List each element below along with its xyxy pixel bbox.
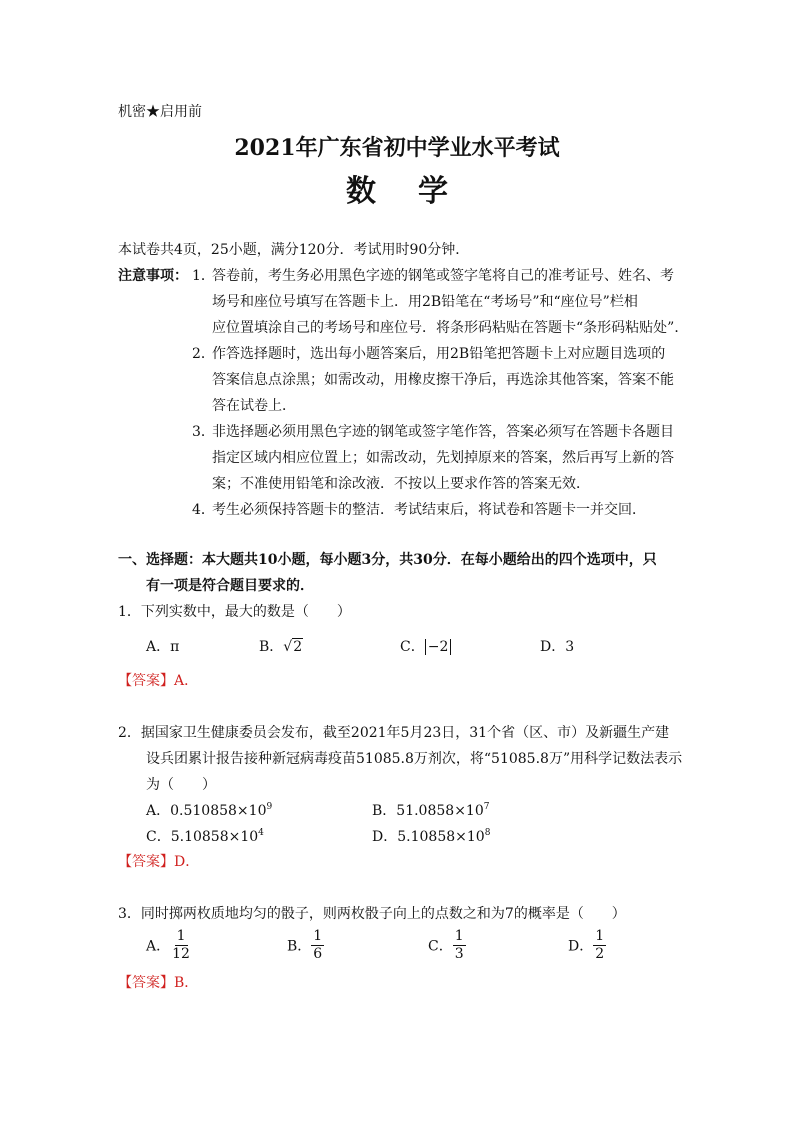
section-1-heading: 一、选择题：本大题共10小题，每小题3分，共30分．在每小题给出的四个选项中，只 bbox=[118, 552, 657, 568]
option-label: D． bbox=[540, 639, 566, 655]
q2-option-d bbox=[372, 826, 490, 846]
section-1-heading-cont: 有一项是符合题目要求的． bbox=[146, 578, 314, 594]
q1-option-c bbox=[400, 636, 451, 656]
note-3-line-2: 指定区域内相应位置上；如需改动，先划掉原来的答案，然后再写上新的答 bbox=[212, 450, 674, 466]
q3-option-b bbox=[287, 928, 324, 963]
denominator: 2 bbox=[595, 946, 605, 962]
answer-value: B． bbox=[174, 975, 199, 991]
option-value: 3 bbox=[565, 639, 575, 655]
option-label: D． bbox=[372, 829, 398, 845]
q2-stem-line-2: 设兵团累计报告接种新冠病毒疫苗51085.8万剂次，将“51085.8万”用科学记数法表示 bbox=[146, 751, 683, 767]
option-label: C． bbox=[400, 639, 425, 655]
exam-subject: 数学 bbox=[346, 174, 490, 209]
option-base: 5.10858×10 bbox=[170, 829, 259, 845]
note-2-num: 2． bbox=[192, 346, 215, 362]
radicand: 2 bbox=[293, 639, 303, 655]
option-label: B． bbox=[287, 938, 312, 955]
q2-option-a bbox=[146, 800, 272, 820]
q1-option-d bbox=[540, 636, 574, 656]
option-base: 5.10858×10 bbox=[397, 829, 485, 845]
numerator: 1 bbox=[595, 928, 605, 944]
notes-label: 注意事项： bbox=[118, 268, 188, 284]
note-1-line-3: 应位置填涂自己的考场号和座位号．将条形码粘贴在答题卡“条形码粘贴处”． bbox=[212, 320, 689, 336]
numerator: 1 bbox=[313, 928, 323, 944]
q1-option-a bbox=[146, 636, 179, 656]
q2-option-c bbox=[146, 826, 264, 846]
exam-title: 2021年广东省初中学业水平考试 bbox=[234, 135, 560, 161]
option-base: 51.0858×10 bbox=[396, 803, 484, 819]
option-exponent: 8 bbox=[484, 828, 491, 838]
option-base: 0.510858×10 bbox=[170, 803, 267, 819]
note-2-line-1: 作答选择题时，选出每小题答案后，用2B铅笔把答题卡上对应题目选项的 bbox=[212, 346, 666, 362]
answer-tag: 【答案】 bbox=[118, 975, 174, 991]
q2-answer bbox=[118, 851, 199, 871]
option-exponent: 9 bbox=[266, 802, 273, 812]
answer-value: D． bbox=[174, 854, 200, 870]
answer-value: A． bbox=[174, 673, 199, 689]
q2-option-b bbox=[372, 800, 489, 820]
note-2-line-2: 答案信息点涂黑；如需改动，用橡皮擦干净后，再选涂其他答案，答案不能 bbox=[212, 372, 674, 388]
fraction bbox=[311, 928, 324, 963]
note-3-line-1: 非选择题必须用黑色字迹的钢笔或签字笔作答，答案必须写在答题卡各题目 bbox=[212, 424, 674, 440]
fraction bbox=[453, 928, 466, 963]
absolute-value: −2 bbox=[425, 639, 452, 655]
note-1-line-1: 答卷前，考生务必用黑色字迹的钢笔或签字笔将自己的准考证号、姓名、考 bbox=[212, 268, 674, 284]
q3-option-d bbox=[568, 928, 606, 963]
option-label: C． bbox=[428, 938, 453, 955]
fraction bbox=[170, 928, 192, 963]
option-label: A． bbox=[146, 639, 171, 655]
option-exponent: 4 bbox=[258, 828, 264, 838]
answer-tag: 【答案】 bbox=[118, 854, 174, 870]
fraction bbox=[593, 928, 606, 963]
option-label: C． bbox=[146, 829, 171, 845]
denominator: 6 bbox=[313, 946, 323, 962]
confidential-label: 机密★启用前 bbox=[118, 104, 202, 120]
option-value: π bbox=[170, 639, 180, 655]
q3-answer bbox=[118, 972, 198, 992]
q1-stem: 1．下列实数中，最大的数是（ ） bbox=[118, 604, 351, 620]
option-label: D． bbox=[568, 938, 594, 955]
q1-option-b bbox=[259, 636, 303, 656]
exam-intro: 本试卷共4页，25小题，满分120分．考试用时90分钟． bbox=[118, 242, 470, 258]
q1-answer bbox=[118, 670, 198, 690]
note-3-line-3: 案；不准使用铅笔和涂改液．不按以上要求作答的答案无效． bbox=[212, 476, 590, 492]
option-label: B． bbox=[259, 639, 284, 655]
denominator: 3 bbox=[454, 946, 464, 962]
note-1-num: 1． bbox=[192, 268, 215, 284]
q3-option-a bbox=[146, 928, 192, 963]
option-label: A． bbox=[146, 938, 171, 955]
sqrt-expression: √2 bbox=[283, 639, 303, 655]
option-exponent: 7 bbox=[483, 802, 490, 812]
option-label: B． bbox=[372, 803, 397, 819]
q3-stem: 3．同时掷两枚质地均匀的骰子，则两枚骰子向上的点数之和为7的概率是（ ） bbox=[118, 906, 626, 922]
note-4-line-1: 考生必须保持答题卡的整洁．考试结束后，将试卷和答题卡一并交回． bbox=[212, 502, 646, 518]
note-2-line-3: 答在试卷上． bbox=[212, 398, 296, 414]
numerator: 1 bbox=[454, 928, 464, 944]
denominator: 12 bbox=[172, 946, 190, 962]
q2-stem-line-3: 为（ ） bbox=[146, 777, 216, 793]
answer-tag: 【答案】 bbox=[118, 673, 174, 689]
q3-option-c bbox=[428, 928, 466, 963]
note-3-num: 3． bbox=[192, 424, 215, 440]
option-label: A． bbox=[146, 803, 171, 819]
numerator: 1 bbox=[176, 928, 186, 944]
note-1-line-2: 场号和座位号填写在答题卡上．用2B铅笔在“考场号”和“座位号”栏相 bbox=[212, 294, 638, 310]
q2-stem-line-1: 2．据国家卫生健康委员会发布，截至2021年5月23日，31个省（区、市）及新疆生产建 bbox=[118, 725, 670, 741]
note-4-num: 4． bbox=[192, 502, 215, 518]
